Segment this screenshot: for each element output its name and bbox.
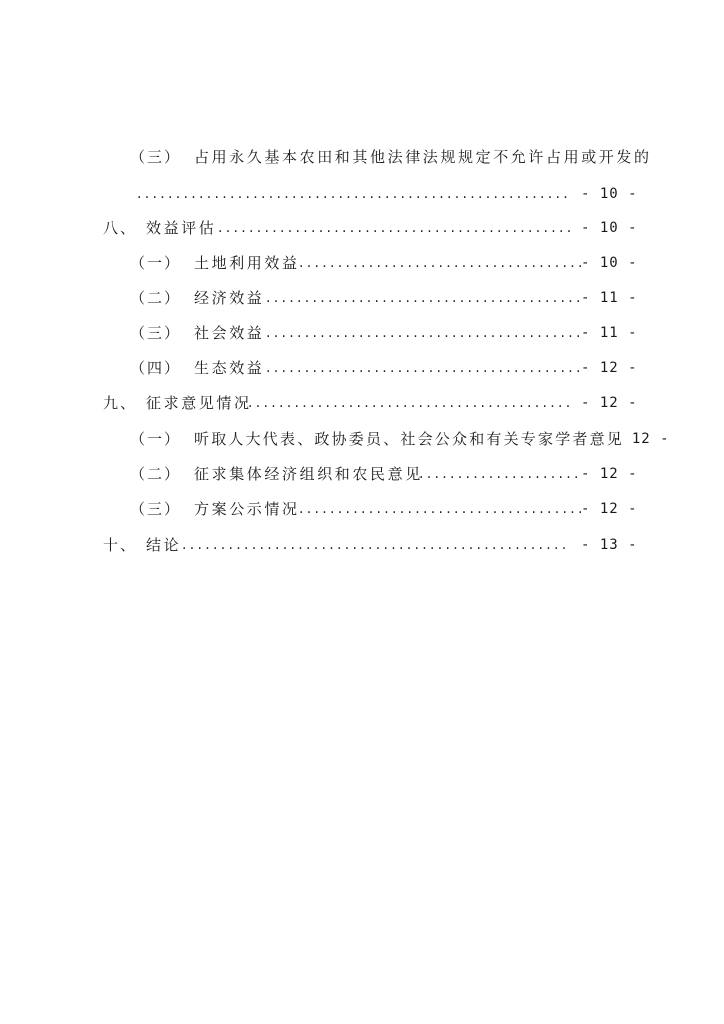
toc-entry-page: - 12 - — [581, 501, 638, 517]
toc-entry-number: 九、 — [103, 394, 138, 412]
toc-entry-page: - 11 - — [581, 325, 638, 341]
toc-dot-leader — [182, 534, 570, 556]
toc-entry-number: （四） — [130, 359, 182, 377]
toc-entry-title: 经济效益 — [194, 289, 265, 307]
toc-entry-title: 结论 — [146, 536, 182, 554]
toc-entry-title: 效益评估 — [146, 219, 217, 237]
toc-entry-page: - 10 - — [581, 255, 638, 271]
toc-dot-leader — [299, 498, 581, 520]
toc-entry-number: （三） — [130, 148, 182, 166]
toc-entry-page: - 11 - — [581, 290, 638, 306]
toc-entry-number: （一） — [130, 254, 182, 272]
toc-entry-number: 八、 — [103, 219, 138, 237]
toc-entry-page: - 10 - — [581, 220, 638, 236]
toc-entry-number: （二） — [130, 289, 182, 307]
toc-dot-leader — [248, 392, 570, 414]
toc-entry-title: 方案公示情况 — [194, 500, 300, 518]
toc-entry-page: - 12 - — [581, 466, 638, 482]
toc-entry-title: 听取人大代表、政协委员、社会公众和有关专家学者意见 — [194, 430, 625, 448]
toc-entry-number: 十、 — [103, 536, 138, 554]
toc-entry-page: - 12 - — [581, 360, 638, 376]
toc-dot-leader — [266, 287, 581, 309]
toc-dot-leader — [266, 322, 581, 344]
toc-entry-number: （三） — [130, 324, 182, 342]
toc-dot-leader — [137, 183, 570, 205]
toc-dot-leader — [218, 217, 570, 239]
toc-entry-title: 征求意见情况 — [146, 394, 252, 412]
toc-entry-number: （一） — [130, 430, 182, 448]
toc-dot-leader — [266, 357, 581, 379]
toc-entry-title: 占用永久基本农田和其他法律法规规定不允许占用或开发的 — [194, 148, 652, 166]
toc-entry-number: （二） — [130, 465, 182, 483]
toc-entry-page: - 12 - — [581, 395, 638, 411]
toc-dot-leader — [419, 463, 581, 485]
toc-entry-page: - 13 - — [581, 537, 638, 553]
toc-entry-page: - 12 - — [613, 431, 670, 447]
toc-entry-title: 生态效益 — [194, 359, 265, 377]
toc-entry-title: 社会效益 — [194, 324, 265, 342]
toc-entry-title: 征求集体经济组织和农民意见 — [194, 465, 423, 483]
toc-dot-leader — [299, 252, 581, 274]
toc-entry-title: 土地利用效益 — [194, 254, 300, 272]
toc-entry-number: （三） — [130, 500, 182, 518]
toc-entry-page: - 10 - — [581, 186, 638, 202]
